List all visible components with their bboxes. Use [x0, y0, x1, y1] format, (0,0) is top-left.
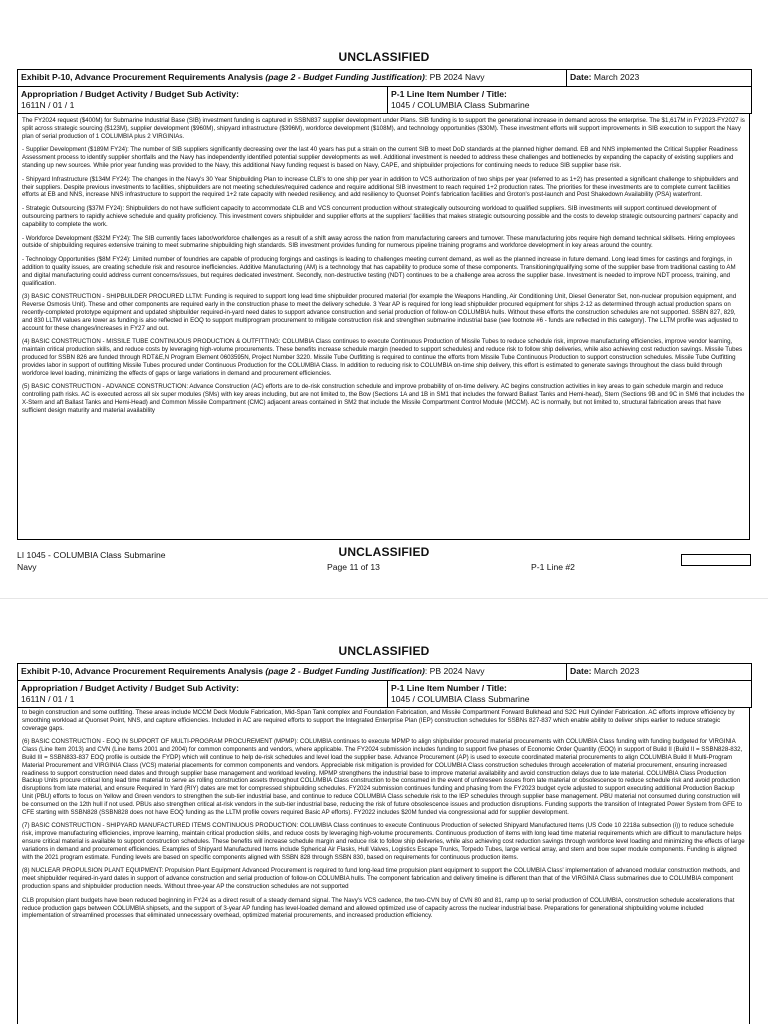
paragraph: to begin construction and some outfitting. These areas include MCCM Deck Module Fabrication, Mid-Span Tank complex and Foundation Fabrication, and Missile Compartment Forward Bulkhead and S2C Hull Cylinder Fabrication. AC efforts improve efficiency by smoothing workload at Quonset Point, NNS, and capture efficiencies. Included in AC are required efforts to support the Integrated Enterprise Plan (IEP) construction schedules for SSBNs 827-837 which enable ability to deliver ships earlier to reduce strategic coverage gaps. — [22, 709, 735, 732]
exhibit-header — [17, 69, 752, 114]
classification-header: UNCLASSIFIED — [338, 644, 430, 658]
document-page-12 — [0, 634, 768, 1024]
appropriation-cell: Appropriation / Budget Activity / Budget Sub Activity: 1611N / 01 / 1 — [18, 681, 388, 707]
justification-text — [17, 113, 750, 540]
paragraph: - Strategic Outsourcing ($37M FY24): Shipbuilders do not have sufficient capacity to accommodate CLB and VCS concurrent production without strategically outsourcing workload to qualified suppliers. SIB investments will support continued development of outsourcing partners to rapidly achieve schedule and quality proficiency. This investment covers shipbuilder and supplier efforts at the suppliers' facilities that makes strategic outsourcing possible and the costs to develop strategic outsourcing partners' capacity and capability to complete the work. — [22, 205, 738, 228]
exhibit-header — [17, 663, 752, 708]
line-item-cell: P-1 Line Item Number / Title: 1045 / COLUMBIA Class Submarine — [391, 683, 530, 704]
footer-page-number: Page 11 of 13 — [327, 562, 380, 572]
footer-component: Navy — [17, 562, 37, 572]
line-item-cell: P-1 Line Item Number / Title: 1045 / COLUMBIA Class Submarine — [391, 89, 530, 110]
footer-p1-line: P-1 Line #2 — [531, 562, 575, 572]
paragraph: (7) BASIC CONSTRUCTION - SHIPYARD MANUFACTURED ITEMS CONTINUOUS PRODUCTION: COLUMBIA Class continues to execute Continuous Production of selected Shipyard Manufactured Items (US Code 10 2218a subsection (i)) to reduce schedule risk, improve manufacturing efficiencies, improve learning, maintain critical production skills, and reduce costs by leveraging high-volume procurements. Continuous production of items with long lead time material requirements which are difficult to manufacture helps ensure critical material is available to support construction schedules. These benefits will increase schedule margin and reduce risk to follow ship deliveries, while also achieving cost reduction savings through workforce level loading and minimizing the effects of large variations in demand and procurement efficiencies. Examples of Shipyard Manufactured Items include Spherical Air Flasks, Hull Valves, Logistics Escape Trunks, Torpedo Tubes, large vertical array, and stern and bow super module components. Funding is aligned with the 2021 program estimate. Funding levels are based on specific components aligned with SSBN 828 through SSBN 830, based on requirements for continuous production items. — [22, 822, 745, 861]
justification-text — [17, 707, 750, 1024]
appropriation-cell: Appropriation / Budget Activity / Budget Sub Activity: 1611N / 01 / 1 — [18, 87, 388, 113]
paragraph: (6) BASIC CONSTRUCTION - EOQ IN SUPPORT OF MULTI-PROGRAM PROCUREMENT (MPMP): COLUMBIA continues to execute MPMP to align shipbuilder procured material procurements with COLUMBIA Class funding with funding budgeted for VIRGINIA Class (Line Item 2013) and CVN (Line Items 2001 and 2004) for common components and vendors, where applicable. The FY2024 submission includes funding to support five phases of Economic Order Quantity (EOQ) in support of Build II (Build II = SSBN828-832, Build III = SSBN833-837 EOQ profile is outside the FYDP) which will continue to help de-risk schedules and level load the supplier base. Advance Procurement (AP) is used to execute coordinated material procurements to align COLUMBIA Build II Multi-Program Material Procurement and VIRGINIA Class (VCS) material placements for common components and vendors. Appreciable risk mitigation is provided for COLUMBIA Class construction schedules through acceleration of material procurement, ensuring increased readiness to support construction need dates and through supplier base management and workload leveling. MPMP strengthens the industrial base to improve material availability and avoid construction delays due to late material. COLUMBIA Class Production Backup Units procure critical long lead time material to serve as rolling construction assets throughout COLUMBIA Class construction to be consumed in the event of unforeseen issues from late material or obsolescence to reduce schedule risk and avoid production disruptions from late material, and ensure Required In Yard (RIY) dates are met for compressed shipbuilding schedules. FY2024 submission continues funding and phasing from the FY2023 budget cycle adjusted to support executing additional Production Backup Unit (PBU) efforts to focus on Yellow and Green vendors to strengthen the sub-tier industrial base, and continue to reduce COLUMBIA Class schedule risk to the IEP schedules through supplier base management. PBU material not consumed during construction will be consumed on the 12th hull if not used. PBUs also strengthen critical at-risk vendors in the sub-tier industrial base, reducing the risk of future obsolescence issues and production disruptions. Funding supports the transition of Integrated Power System from GFE to CFE starting with SSBN828 (SSBN828 does not have EOQ funding as the LLTM profile covers required Basic AP efforts). FY2022 includes $20M funded via congressional add for supplier development. — [22, 738, 743, 816]
paragraph: The FY2024 request ($400M) for Submarine Industrial Base (SIB) investment funding is captured in SSBN837 supplier development under Plans. SIB funding is to support the generational increase in demand across the enterprise. The $1,617M in FY2023-FY2027 is split across strategic sourcing ($123M), supplier development ($960M), shipyard infrastructure ($396M), workforce development ($108M), and technology opportunities ($30M). These investment efforts will support improvements in SIB execution to support the Navy plan of serial production of 1 COLUMBIA plus 2 VIRGINIAs. — [22, 117, 745, 140]
paragraph: - Shipyard Infrastructure ($134M FY24): The changes in the Navy's 30 Year Shipbuilding Plan to increase CLB's to one ship per year in addition to VCS authorization of two ships per year (referred to as 1+2) has presented a significant challenge to shipbuilders and their suppliers. Despite previous investments to facilities, shipbuilders are not meeting schedules/required cadence and require additional SIB investment to reach required 1+2 production rates. The priorities for these investments are to complete current facilities efforts at EB and NNS, increase NNS infrastructure to support the required 1+2 rate capacity with needed resiliency, and add resiliency to Quonset Point's fabrication facilities and Groton's post-launch and Post Shakedown Availability (PSA) waterfront. — [22, 175, 739, 199]
classification-footer: UNCLASSIFIED — [338, 545, 430, 559]
exhibit-date: Date: March 2023 — [566, 70, 751, 86]
paragraph: (5) BASIC CONSTRUCTION - ADVANCE CONSTRUCTION: Advance Construction (AC) efforts are to de-risk construction schedule and improve probability of on-time delivery. AC begins construction activities in key areas to gain schedule margin and reduce controlling path risks. AC is executed across all six super modules (SMs) with key areas including, but are not limited to, the Bow (Sections 1A and 1B in SM1 that includes the forward Ballast Tanks and Hemi-head), Stern (Sections 9B and 9C in SM6 that includes the X-Stern and aft Ballast Tanks and Hemi-Head) and Common Missile Compartment (CMC) adjacent areas contained in SM2 that include the Missile Compartment Control Module (MCCM). AC is normally, but not limited to, structural fabrication areas that have sufficient design maturity and material availability — [22, 383, 745, 414]
footer-empty-box — [681, 554, 751, 566]
exhibit-title: Exhibit P-10, Advance Procurement Requirements Analysis (page 2 - Budget Funding Justification): PB 2024 Navy — [21, 72, 485, 82]
page-separator — [0, 598, 768, 599]
paragraph: (8) NUCLEAR PROPULSION PLANT EQUIPMENT: Propulsion Plant Equipment Advanced Procurement is required to fund long-lead time propulsion plant equipment to support the COLUMBIA Class' implementation of advanced modular construction methods, and meet shipbuilder required-in-yard dates in support of advance construction and serial production of follow-on COLUMBIA hulls. The component fabrication and delivery timeline is different than that of the VIRGINIA Class submarines due to COLUMBIA component production spans and shipbuilder production needs. Without three-year AP the construction schedules are not supported — [22, 867, 740, 890]
footer-line-item: LI 1045 - COLUMBIA Class Submarine — [17, 550, 166, 560]
classification-header: UNCLASSIFIED — [338, 50, 430, 64]
exhibit-title: Exhibit P-10, Advance Procurement Requirements Analysis (page 2 - Budget Funding Justification): PB 2024 Navy — [21, 666, 485, 676]
exhibit-date: Date: March 2023 — [566, 664, 751, 680]
paragraph: - Workforce Development ($32M FY24): The SIB currently faces labor/workforce challenges as a result of a shift away across the nation from manufacturing careers and turnover. These manufacturing jobs require high demand technical skillsets. Hiring employees outside of shipbuilding requires extensive training to meet submarine shipbuilding high standards. SIB investment provides funding for numerous pipeline training programs and workforce development in key areas around the country. — [22, 234, 735, 250]
paragraph: (3) BASIC CONSTRUCTION - SHIPBUILDER PROCURED LLTM: Funding is required to support long lead time shipbuilder procured material (for example the Weapons Handling, Air Conditioning Unit, Diesel Generator Set, non-nuclear propulsion equipment, and Reverse Osmosis Unit). These and other components are required early in the construction phase to meet the delivery schedule. 3 Year AP is required for long lead shipbuilder procured equipment for ships 2-12 as determined through actual production spans on recently-completed prototype equipment and updated shipbuilder required-in-yard need dates to support advance construction and serial production of follow-on COLUMBIA hulls. Without these efforts the construction schedules are not supported. SSBN 827, 829, and 830 LLTM values are lower as funding is also reflected in EOQ to support multiprogram procurement to mitigate construction risk and strengthen submarine industrial base (see footnote #6 - funds are reflected in this category). The LLTM profile was adjusted to account for these changes/increases in FY27 and out. — [22, 293, 739, 332]
paragraph: (4) BASIC CONSTRUCTION - MISSILE TUBE CONTINUOUS PRODUCTION & OUTFITTING: COLUMBIA Class continues to execute Continuous Production of Missile Tubes to reduce schedule risk, improve manufacturing efficiencies, improve vendor learning, maintain critical production skills, and reduce costs by leveraging high-volume procurements. These benefits increase schedule margin (needed to support schedules) and reduce risk to follow ship deliveries, while also achieving cost reduction savings. Missile Tubes produced for SSBN 826 are funded through RDT&E,N Program Element 0603595N, Project Number 3220. Missile Tube Outfitting is required to continue the efforts from Missile Tube Continuous Production to support construction schedules. Missile Tube Outfitting provides labor in support of outfitting Missile Tubes procured under Continuous Production for the COLUMBIA Class. In addition to reducing risk to COLUMBIA on-time ship delivery, this effort is estimated to generate savings throughout the class build through workforce level loading, minimizing the effects of gaps or large variations in demand and procurement efficiencies. — [22, 338, 743, 377]
paragraph: CLB propulsion plant budgets have been reduced beginning in FY24 as a direct result of a steady demand signal. The Navy's VCS cadence, the two-CVN buy of CVN 80 and 81, ramp up to serial production of COLUMBIA, construction schedule accelerations that reduce production gaps between COLUMBIA shipsets, and the support of 3-year AP funding has level-loaded demand and allowed optimized use of capacity across the nuclear industrial base. Preparations for generational shipbuilding volume included implementation of streamlined processes that eliminated unnecessary overhead, optimized material procurements, and increased production efficiency. — [22, 896, 735, 920]
paragraph: - Technology Opportunities ($8M FY24): Limited number of foundries are capable of producing forgings and castings is leading to challenges meeting current demand, as well as the planned increase in future demand. Long lead times for castings and forgings, in addition to quality issues, are creating schedule risk and resource inefficiencies. Additive Manufacturing (AM) is a technology that has capability to produce some of these components. Transitioning/qualifying some of the supplier base from traditional casting to AM and digital manufacturing could address current concerns/issues, but requires dedicated investment. Secondly, non-destructive testing (NDT) continues to be a challenge area across the supplier base. Investment is needed to improve NDT process, training, and qualification. — [22, 256, 736, 287]
paragraph: - Supplier Development ($189M FY24): The number of SIB suppliers significantly decreasing over the last 40 years has put a strain on the current SIB to meet DoD standards at the planned higher demand. EB and NNS implemented the Critical Supplier Readiness Assessment process to identify supplier shortfalls and the Navy has independently identified potential supplier developments as well. Additional investment is needed to address these challenges and bottlenecks by expanding the capacity of existing suppliers and standing up new sources. While prior year funding was provided to the Navy, this additional Navy funding request is based on Navy, CAPE, and shipbuilder projections for continuing needs to reduce SIB supplier base risk. — [22, 146, 738, 169]
